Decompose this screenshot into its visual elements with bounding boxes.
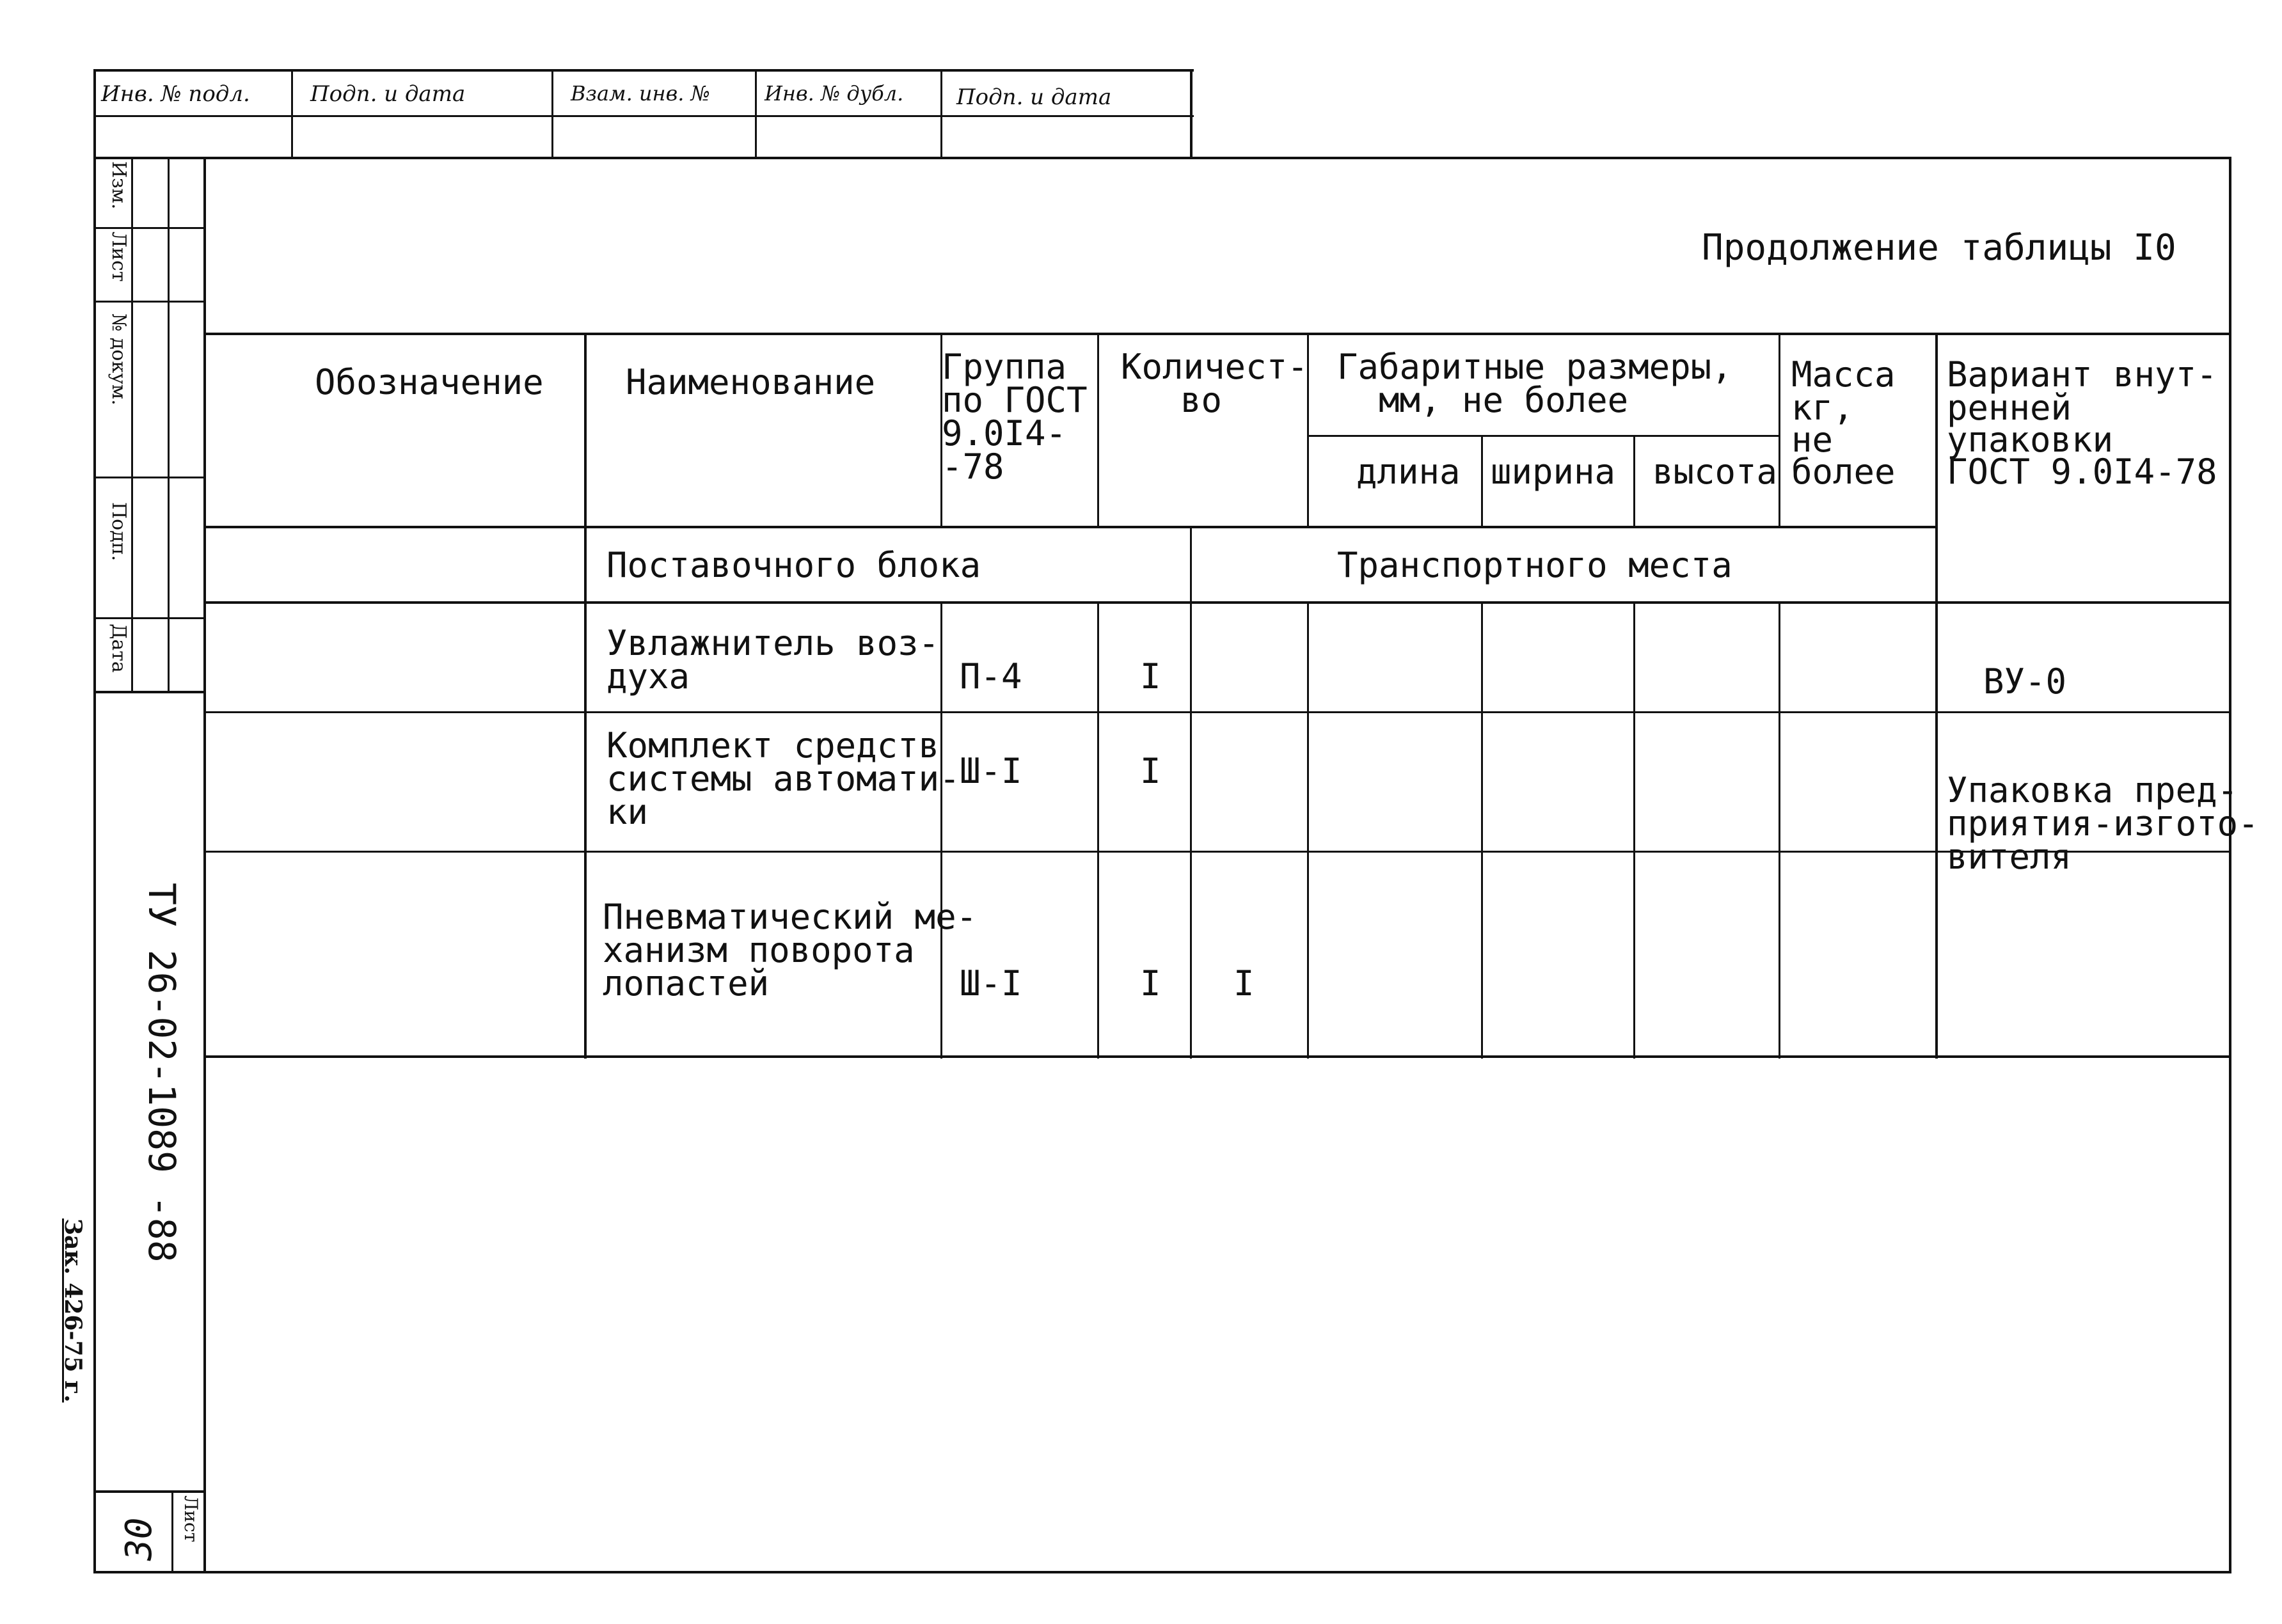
row-name-line: лопастей	[603, 963, 770, 1004]
row-group: Ш-I	[960, 963, 1022, 1004]
header-transport-place: Транспортного места	[1337, 545, 1732, 585]
row-group: Ш-I	[960, 751, 1022, 791]
row-qty-block: I	[1140, 751, 1161, 791]
header-delivery-block: Поставочного блока	[606, 545, 981, 585]
header-packing-line: ГОСТ 9.0I4-78	[1947, 452, 2217, 492]
row-name-line: духа	[606, 656, 690, 697]
sheet-number: 30	[118, 1517, 160, 1561]
header-designation: Обозначение	[315, 362, 544, 402]
header-packing-line: Вариант внут-	[1947, 354, 2217, 395]
header-quantity-line: во	[1180, 380, 1223, 420]
sheet-label: Лист	[180, 1495, 202, 1543]
side-data: Дата	[107, 624, 130, 673]
row-packing-line: вителя	[1947, 837, 2072, 877]
header-packing-line: упаковки	[1947, 420, 2114, 460]
stamp-podp-data-2: Подп. и дата	[956, 84, 1112, 110]
header-dims-line: мм, не более	[1379, 380, 1629, 420]
header-mass-line: более	[1791, 452, 1896, 492]
row-name-line: ханизм поворота	[603, 930, 915, 970]
order-number: Зак. 426-75 г.	[59, 1218, 86, 1403]
row-name-line: Увлажнитель воз-	[606, 623, 940, 663]
row-qty-block: I	[1140, 963, 1161, 1004]
header-height: высота	[1652, 452, 1778, 492]
header-mass-line: Масса	[1791, 354, 1896, 395]
header-dims-line: Габаритные размеры,	[1337, 347, 1732, 387]
document-code: ТУ 26-02-1089 -88	[140, 883, 184, 1263]
row-qty-block: I	[1140, 656, 1161, 697]
row-qty-transport: I	[1233, 963, 1255, 1004]
row-name-line: системы автомати-	[606, 759, 960, 799]
row-name-line: ки	[606, 792, 649, 832]
side-podp: Подп.	[107, 502, 130, 562]
header-width: ширина	[1491, 452, 1616, 492]
table-caption: Продолжение таблицы I0	[1702, 227, 2176, 269]
header-quantity-line: Количест-	[1121, 347, 1308, 387]
stamp-inv-dubl: Инв. № дубл.	[765, 81, 904, 106]
stamp-inv-podl: Инв. № подл.	[101, 81, 250, 107]
header-packing-line: ренней	[1947, 388, 2072, 428]
header-length: длина	[1356, 452, 1461, 492]
header-name: Наименование	[626, 362, 876, 402]
row-packing: ВУ-0	[1983, 661, 2067, 702]
header-group-line: -78	[942, 446, 1004, 487]
row-packing-line: Упаковка пред-	[1947, 770, 2238, 810]
side-list: Лист	[107, 232, 130, 282]
row-packing-line: приятия-изгото-	[1947, 803, 2259, 844]
stamp-vzam-inv: Взам. инв. №	[571, 81, 710, 106]
row-name-line: Комплект средств	[606, 725, 940, 766]
header-group-line: Группа	[942, 347, 1067, 387]
header-group-line: по ГОСТ	[942, 380, 1088, 420]
row-name-line: Пневматический ме-	[603, 897, 978, 937]
header-mass-line: кг,	[1791, 388, 1854, 428]
stamp-podp-data: Подп. и дата	[310, 81, 466, 107]
side-n-dokum: № докум.	[107, 313, 130, 406]
header-group-line: 9.0I4-	[942, 413, 1067, 453]
side-izm: Изм.	[107, 161, 130, 210]
header-mass-line: не	[1791, 420, 1834, 460]
row-group: П-4	[960, 656, 1022, 697]
